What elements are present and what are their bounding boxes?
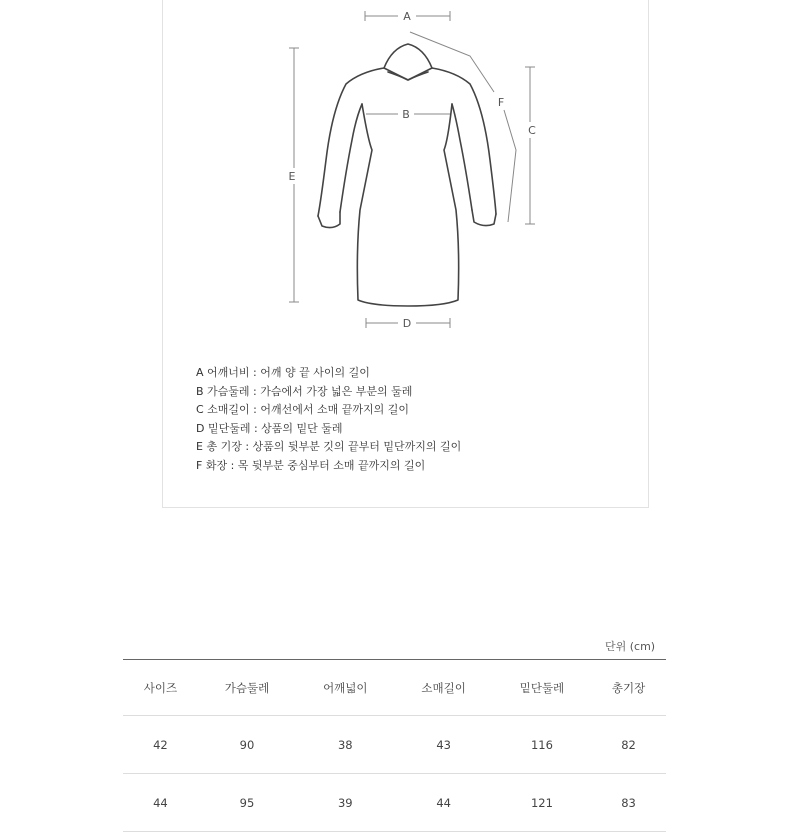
header-length: 총기장 xyxy=(591,660,666,716)
size-table xyxy=(123,659,666,832)
cell-chest: 90 xyxy=(198,716,296,774)
cell-shoulder: 39 xyxy=(296,774,394,832)
legend-item-c: C 소매길이 : 어깨선에서 소매 끝까지의 길이 xyxy=(196,403,410,417)
cell-chest: 95 xyxy=(198,774,296,832)
unit-label: 단위 (cm) xyxy=(605,640,656,653)
cell-sleeve: 44 xyxy=(394,774,492,832)
dim-label-f: F xyxy=(497,96,505,109)
dim-label-c: C xyxy=(528,124,536,137)
cell-hem: 116 xyxy=(493,716,591,774)
dim-label-b: B xyxy=(402,108,410,121)
cell-size: 44 xyxy=(123,774,198,832)
dim-label-e: E xyxy=(288,170,296,183)
cell-size: 42 xyxy=(123,716,198,774)
header-sleeve: 소매길이 xyxy=(394,660,492,716)
table-header-row xyxy=(123,660,666,716)
header-chest: 가슴둘레 xyxy=(198,660,296,716)
table-row xyxy=(123,774,666,832)
header-shoulder: 어깨넓이 xyxy=(296,660,394,716)
cell-length: 83 xyxy=(591,774,666,832)
dim-f-line-top xyxy=(410,32,494,92)
cell-sleeve: 43 xyxy=(394,716,492,774)
table-row xyxy=(123,716,666,774)
legend-item-d: D 밑단둘레 : 상품의 밑단 둘레 xyxy=(196,421,343,435)
cell-shoulder: 38 xyxy=(296,716,394,774)
cell-hem: 121 xyxy=(493,774,591,832)
legend-item-f: F 화장 : 목 뒷부분 중심부터 소매 끝까지의 길이 xyxy=(196,458,426,472)
header-hem: 밑단둘레 xyxy=(493,660,591,716)
cell-length: 82 xyxy=(591,716,666,774)
legend-item-e: E 총 기장 : 상품의 뒷부분 깃의 끝부터 밑단까지의 길이 xyxy=(196,440,462,454)
legend-item-a: A 어깨너비 : 어깨 양 끝 사이의 길이 xyxy=(196,366,370,379)
dim-label-a: A xyxy=(403,10,411,23)
measurement-legend xyxy=(196,364,461,476)
dim-label-d: D xyxy=(402,317,412,330)
dim-f-line-bottom xyxy=(504,110,516,222)
legend-item-b: B 가슴둘레 : 가슴에서 가장 넓은 부분의 둘레 xyxy=(196,384,413,398)
dress-outline xyxy=(318,44,496,306)
header-size: 사이즈 xyxy=(123,660,198,716)
